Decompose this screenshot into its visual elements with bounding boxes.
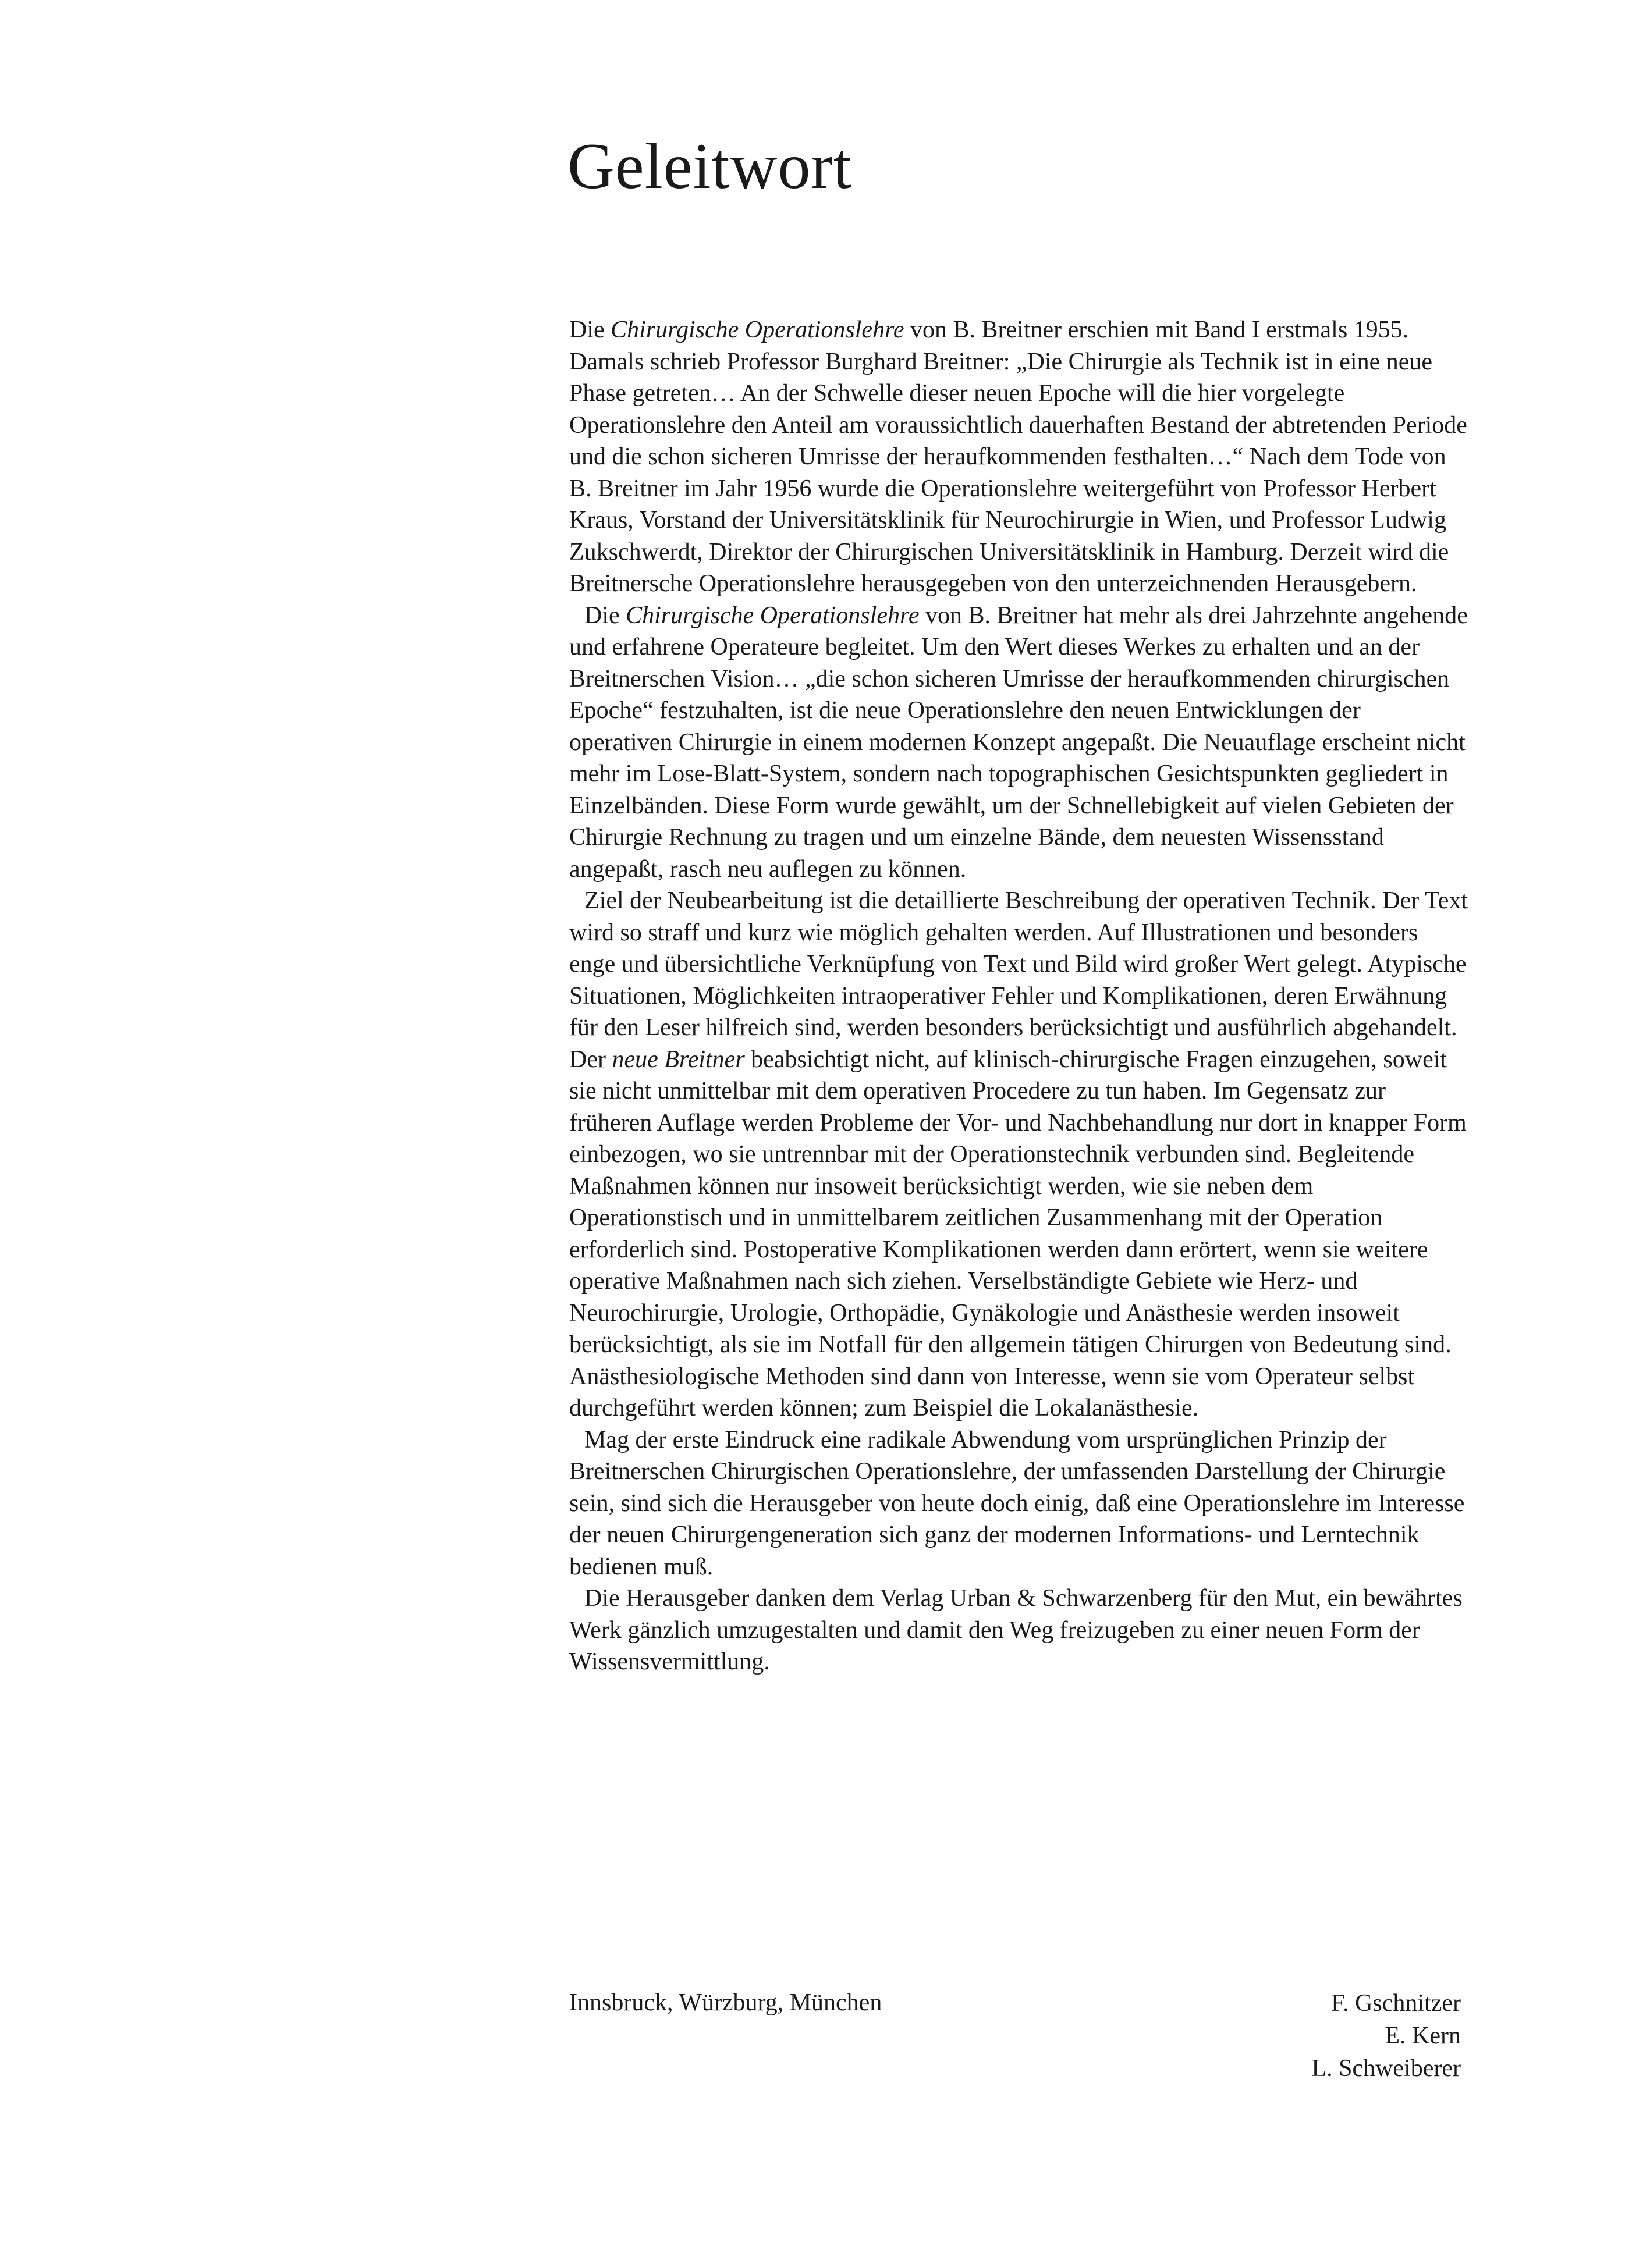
italic-text: neue Breitner — [612, 1046, 745, 1073]
text-run: Die — [584, 602, 626, 629]
text-run: beabsichtigt nicht, auf klinisch-chirurgische Fragen einzugehen, soweit sie nicht unmittelbar mit dem operativen Procedere zu tun haben. Im Gegensatz zur früheren Auflage werden Probleme der Vor- und Nachbehandlung nur dort in knapper Form einbezogen, wo sie untrennbar mit der Operationstechnik verbunden sind. Begleitende Maßnahmen können nur insoweit berücksichtigt werden, wie sie neben dem Operationstisch und in unmittelbarem zeitlichen Zusammenhang mit der Operation erforderlich sind. Postoperative Komplikationen werden dann erörtert, wenn sie weitere operative Maßnahmen nach sich ziehen. Verselbständigte Gebiete wie Herz- und Neurochirurgie, Urologie, Orthopädie, Gynäkologie und Anästhesie werden insoweit berücksichtigt, als sie im Notfall für den allgemein tätigen Chirurgen von Bedeutung sind. Anästhesiologische Methoden sind dann von Interesse, wenn sie vom Operateur selbst durchgeführt werden können; zum Beispiel die Lokalanästhesie. — [569, 1046, 1467, 1421]
italic-text: Chirurgische Operationslehre — [611, 317, 904, 343]
foreword-body — [569, 314, 1468, 1678]
text-run: Die — [569, 317, 611, 343]
paragraph — [569, 1583, 1468, 1678]
paragraph — [569, 314, 1468, 600]
signature-block — [1311, 1987, 1461, 2085]
paragraph — [569, 1424, 1468, 1583]
text-run: von B. Breitner erschien mit Band I erstmals 1955. Damals schrieb Professor Burghard Breitner: „Die Chirurgie als Technik ist in eine neue Phase getreten… An der Schwelle dieser neuen Epoche will die hier vorgelegte Operationslehre den Anteil am voraussichtlich dauerhaften Bestand der abtretenden Periode und die schon sicheren Umrisse der heraufkommenden festhalten…“ Nach dem Tode von B. Breitner im Jahr 1956 wurde die Operationslehre weitergeführt von Professor Herbert Kraus, Vorstand der Universitätsklinik für Neurochirurgie in Wien, und Professor Ludwig Zukschwerdt, Direktor der Chirurgischen Universitätsklinik in Hamburg. Derzeit wird die Breitnersche Operationslehre herausgegeben von den unterzeichnenden Herausgebern. — [569, 317, 1467, 597]
place-line: Innsbruck, Würzburg, München — [569, 1989, 882, 2016]
signatory: F. Gschnitzer — [1331, 1990, 1461, 2017]
italic-text: Chirurgische Operationslehre — [626, 602, 920, 629]
text-run: Die Herausgeber danken dem Verlag Urban & Schwarzenberg für den Mut, ein bewährtes Werk gänzlich umzugestalten und damit den Weg freizugeben zu einer neuen Form der Wissensvermittlung. — [569, 1585, 1463, 1675]
signatory: L. Schweiberer — [1311, 2055, 1461, 2082]
paragraph — [569, 885, 1468, 1424]
text-run: von B. Breitner hat mehr als drei Jahrzehnte angehende und erfahrene Operateure begleitet. Um den Wert dieses Werkes zu erhalten und an der Breitnerschen Vision… „die schon sicheren Umrisse der heraufkommenden chirurgischen Epoche“ festzuhalten, ist die neue Operationslehre den neuen Entwicklungen der operativen Chirurgie in einem modernen Konzept angepaßt. Die Neuauflage erscheint nicht mehr im Lose-Blatt-System, sondern nach topographischen Gesichtspunkten gegliedert in Einzelbänden. Diese Form wurde gewählt, um der Schnellebigkeit auf vielen Gebieten der Chirurgie Rechnung zu tragen und um einzelne Bände, dem neuesten Wissensstand angepaßt, rasch neu auflegen zu können. — [569, 602, 1468, 883]
text-run: Mag der erste Eindruck eine radikale Abwendung vom ursprünglichen Prinzip der Breitnerschen Chirurgischen Operationslehre, der umfassenden Darstellung der Chirurgie sein, sind sich die Herausgeber von heute doch einig, daß eine Operationslehre im Interesse der neuen Chirurgengeneration sich ganz der modernen Informations- und Lerntechnik bedienen muß. — [569, 1426, 1465, 1580]
text-run: Ziel der Neubearbeitung ist die detaillierte Beschreibung der operativen Technik. Der Text wird so straff und kurz wie möglich gehalten werden. Auf Illustrationen und besonders enge und übersichtliche Verknüpfung von Text und Bild wird großer Wert gelegt. Atypische Situationen, Möglichkeiten intraoperativer Fehler und Komplikationen, deren Erwähnung für den Leser hilfreich sind, werden besonders berücksichtigt und ausführlich abgehandelt. Der — [569, 887, 1468, 1073]
page-title: Geleitwort — [567, 130, 852, 202]
signatory: E. Kern — [1385, 2022, 1461, 2049]
paragraph — [569, 600, 1468, 886]
